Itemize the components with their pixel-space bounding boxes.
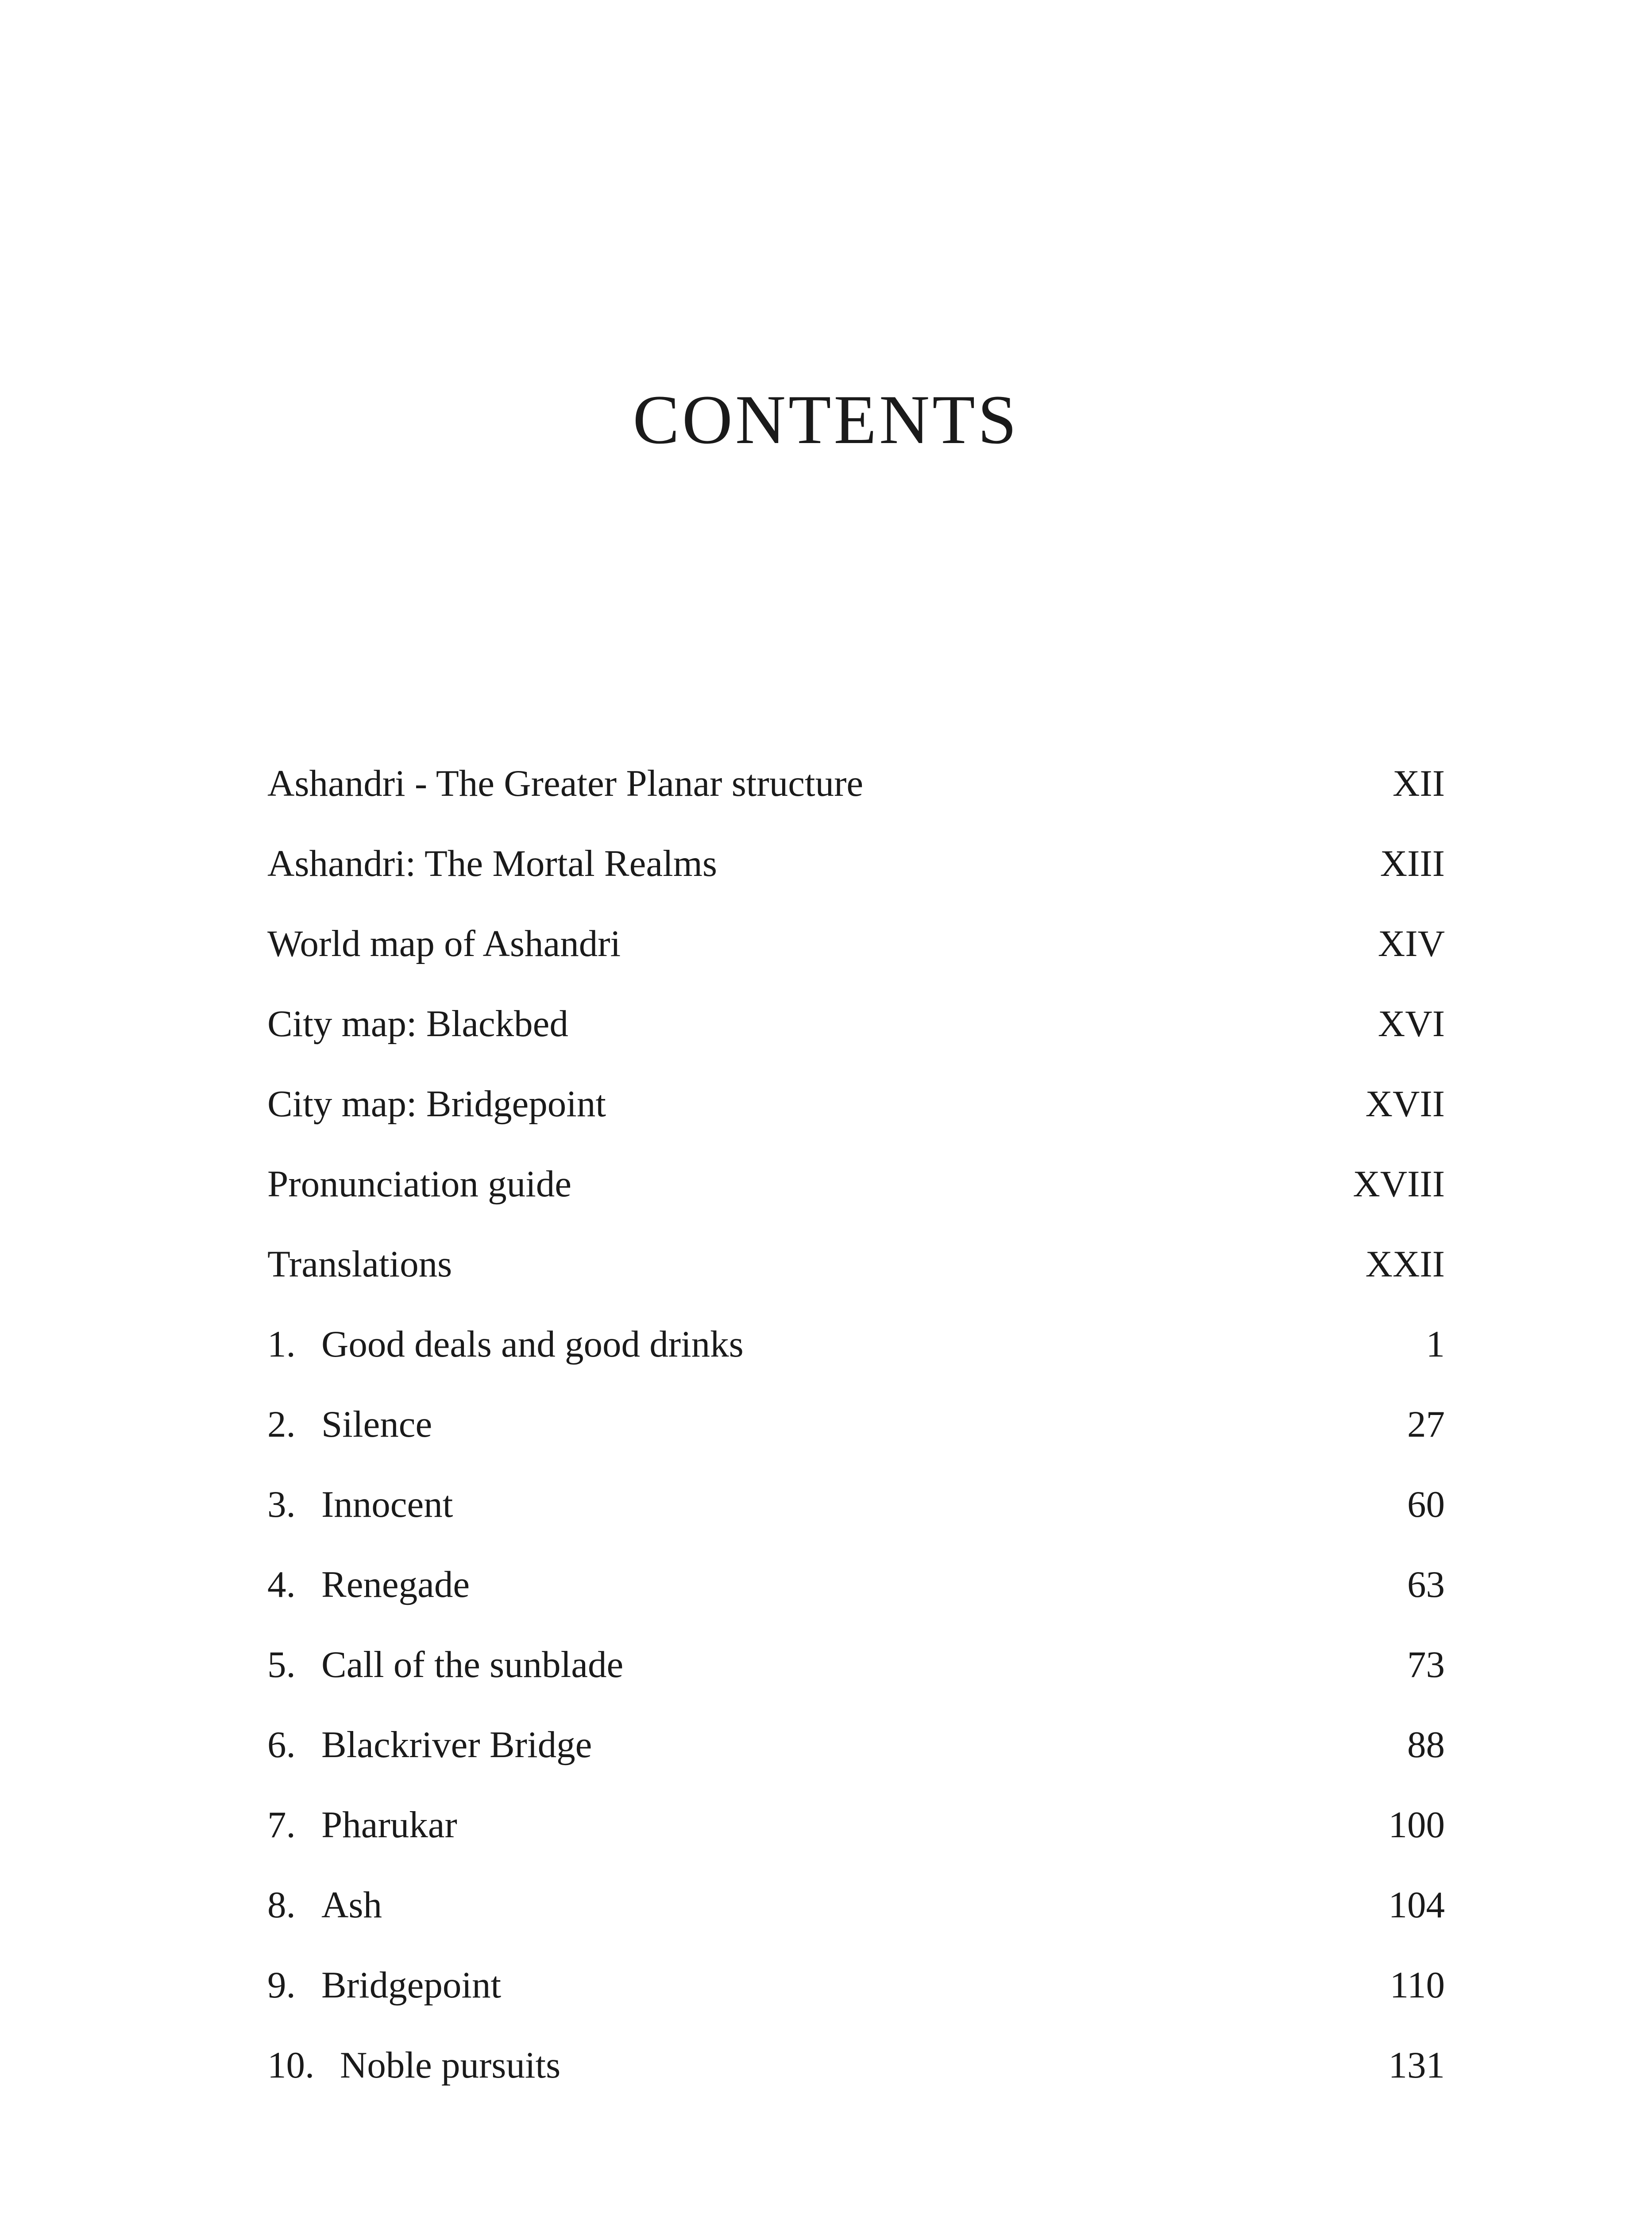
toc-entry-page: XIV	[1378, 923, 1445, 964]
table-of-contents	[267, 744, 1445, 2105]
toc-chapter[interactable]	[267, 1865, 1445, 1945]
toc-chapter[interactable]	[267, 1945, 1445, 2025]
toc-entry-title: City map: Bridgepoint	[267, 1083, 606, 1125]
chapter-title: Pharukar	[321, 1804, 457, 1846]
toc-entry[interactable]	[267, 984, 1445, 1064]
toc-entry-title: Translations	[267, 1243, 452, 1285]
chapter-page: 131	[1388, 2044, 1445, 2086]
toc-entry-page: XII	[1393, 763, 1445, 804]
toc-chapter[interactable]	[267, 1785, 1445, 1865]
toc-chapter[interactable]	[267, 1465, 1445, 1545]
toc-entry-page: XVII	[1365, 1083, 1445, 1125]
chapter-page: 63	[1407, 1564, 1445, 1605]
toc-chapter[interactable]	[267, 1304, 1445, 1384]
chapter-title: Blackriver Bridge	[321, 1724, 592, 1766]
chapter-page: 27	[1407, 1403, 1445, 1445]
toc-entry[interactable]	[267, 904, 1445, 984]
toc-chapter[interactable]	[267, 1625, 1445, 1705]
chapter-page: 60	[1407, 1484, 1445, 1525]
chapter-number: 5.	[267, 1644, 296, 1685]
chapter-number: 3.	[267, 1484, 296, 1525]
toc-entry[interactable]	[267, 744, 1445, 824]
chapter-title: Ash	[321, 1884, 382, 1926]
chapter-number: 1.	[267, 1323, 296, 1365]
chapter-number: 7.	[267, 1804, 296, 1846]
chapter-title: Silence	[321, 1403, 432, 1445]
toc-entry[interactable]	[267, 1224, 1445, 1304]
chapter-page: 88	[1407, 1724, 1445, 1766]
chapter-number: 2.	[267, 1403, 296, 1445]
chapter-page: 1	[1426, 1323, 1445, 1365]
toc-chapter[interactable]	[267, 1705, 1445, 1785]
chapter-number: 6.	[267, 1724, 296, 1766]
toc-entry[interactable]	[267, 824, 1445, 904]
toc-entry-page: XXII	[1365, 1243, 1445, 1285]
toc-entry-title: Ashandri - The Greater Planar structure	[267, 763, 864, 804]
toc-entry-title: Pronunciation guide	[267, 1163, 571, 1205]
page-title: CONTENTS	[633, 381, 1019, 459]
toc-entry-title: Ashandri: The Mortal Realms	[267, 843, 717, 884]
chapter-title: Call of the sunblade	[321, 1644, 624, 1685]
toc-entry-page: XVIII	[1353, 1163, 1445, 1205]
chapter-page: 110	[1390, 1964, 1445, 2006]
toc-entry-page: XVI	[1378, 1003, 1445, 1045]
chapter-title: Bridgepoint	[321, 1964, 502, 2006]
chapter-page: 100	[1388, 1804, 1445, 1846]
chapter-page: 104	[1388, 1884, 1445, 1926]
chapter-title: Good deals and good drinks	[321, 1323, 744, 1365]
toc-entry-title: City map: Blackbed	[267, 1003, 568, 1045]
chapter-title: Renegade	[321, 1564, 470, 1605]
toc-entry-page: XIII	[1380, 843, 1445, 884]
chapter-number: 8.	[267, 1884, 296, 1926]
toc-entry[interactable]	[267, 1064, 1445, 1144]
toc-chapter[interactable]	[267, 1545, 1445, 1625]
chapter-number: 10.	[267, 2044, 315, 2086]
toc-entry-title: World map of Ashandri	[267, 923, 621, 964]
chapter-number: 9.	[267, 1964, 296, 2006]
toc-chapter[interactable]	[267, 2025, 1445, 2105]
chapter-title: Innocent	[321, 1484, 453, 1525]
chapter-number: 4.	[267, 1564, 296, 1605]
toc-entry[interactable]	[267, 1144, 1445, 1224]
chapter-page: 73	[1407, 1644, 1445, 1685]
toc-chapter[interactable]	[267, 1384, 1445, 1465]
chapter-title: Noble pursuits	[340, 2044, 561, 2086]
